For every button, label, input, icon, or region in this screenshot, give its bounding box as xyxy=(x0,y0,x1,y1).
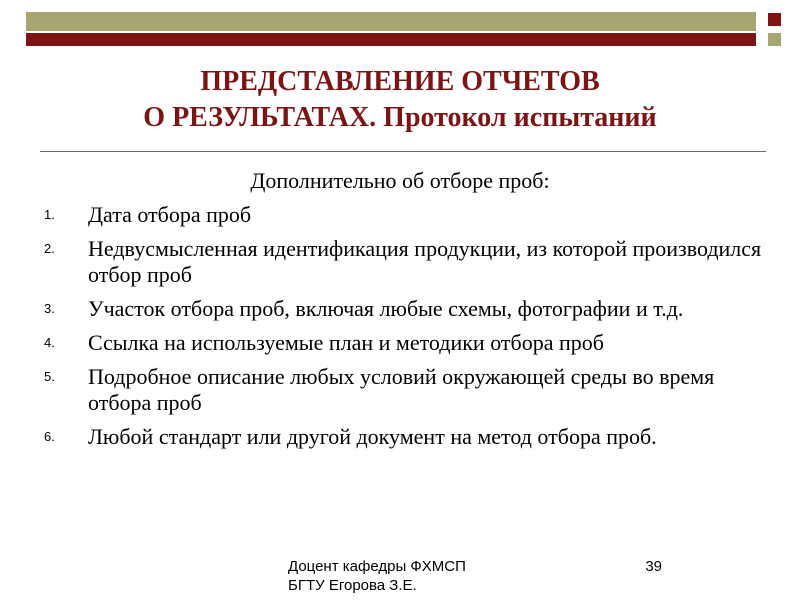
decor-square-red xyxy=(768,13,781,26)
list-item-text: Дата отбора проб xyxy=(88,202,252,227)
list-item-text: Ссылка на используемые план и методики отбора проб xyxy=(88,330,604,355)
list-item-number: 1. xyxy=(44,207,55,222)
list-item xyxy=(30,236,770,288)
list-item xyxy=(30,202,770,228)
list-item xyxy=(30,296,770,322)
footer-line-2: БГТУ Егорова З.Е. xyxy=(288,577,417,594)
list-item-number: 4. xyxy=(44,335,55,350)
list-item-number: 2. xyxy=(44,241,55,256)
slide-title-line-1: ПРЕДСТАВЛЕНИЕ ОТЧЕТОВ xyxy=(200,66,600,97)
list-item-text: Подробное описание любых условий окружающей среды во время отбора проб xyxy=(88,364,715,415)
numbered-list xyxy=(30,202,770,458)
slide-title xyxy=(40,64,760,136)
decor-square-olive xyxy=(768,33,781,46)
list-item xyxy=(30,424,770,450)
list-item-number: 5. xyxy=(44,369,55,384)
list-item xyxy=(30,330,770,356)
title-divider xyxy=(40,151,766,152)
list-item-text: Любой стандарт или другой документ на метод отбора проб. xyxy=(88,424,657,449)
slide-subtitle: Дополнительно об отборе проб: xyxy=(250,168,550,193)
slide-title-line-2: О РЕЗУЛЬТАТАХ. Протокол испытаний xyxy=(143,102,657,133)
header-band-red xyxy=(26,33,756,46)
page-number: 39 xyxy=(645,558,662,575)
list-item-number: 3. xyxy=(44,301,55,316)
list-item xyxy=(30,364,770,416)
list-item-text: Недвусмысленная идентификация продукции, из которой производился отбор проб xyxy=(88,236,762,287)
slide-footer xyxy=(288,557,538,595)
header-band-olive xyxy=(26,12,756,31)
footer-line-1: Доцент кафедры ФХМСП xyxy=(288,558,466,575)
list-item-text: Участок отбора проб, включая любые схемы, фотографии и т.д. xyxy=(88,296,684,321)
list-item-number: 6. xyxy=(44,429,55,444)
